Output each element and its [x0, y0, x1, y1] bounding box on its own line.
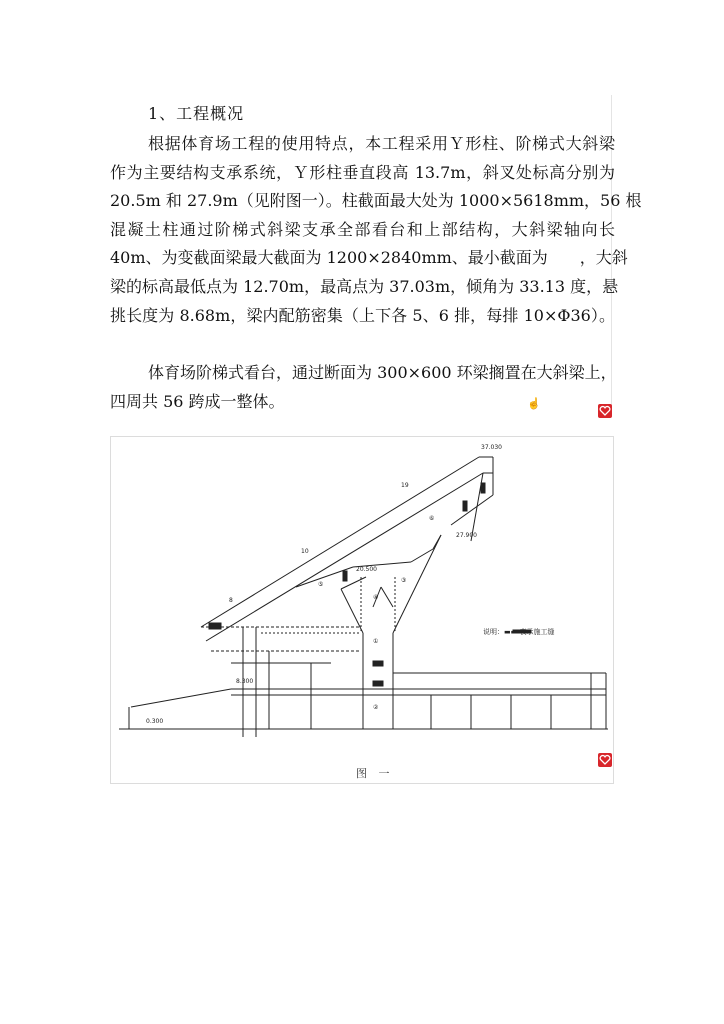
- paragraph-project-overview: [110, 130, 642, 330]
- marker-label: ③: [401, 577, 407, 584]
- marker-label: ①: [373, 638, 379, 645]
- favorite-badge-icon[interactable]: [598, 404, 612, 418]
- elevation-label: 37.030: [481, 444, 502, 451]
- elevation-label: 8.300: [236, 678, 254, 685]
- section-drawing: [111, 437, 613, 783]
- main-beam-bottom: [206, 473, 483, 641]
- text-line: 挑长度为 8.68m，梁内配筋密集（上下各 5、6 排，每排 10×Φ36）。: [110, 305, 615, 325]
- favorite-badge-icon[interactable]: [598, 753, 612, 767]
- length-label: 10: [301, 548, 309, 555]
- text-line: 40m、为变截面梁最大截面为 1200×2840mm、最小截面为 ，大斜: [110, 248, 628, 268]
- text-line: 根据体育场工程的使用特点，本工程采用Ｙ形柱、阶梯式大斜梁: [148, 134, 615, 153]
- elevation-label: 0.300: [146, 718, 164, 725]
- figure-caption: 图 一: [356, 767, 394, 780]
- figure-legend: 说明：▬▬ 表示施工缝: [483, 628, 555, 636]
- length-label: 8: [229, 597, 233, 604]
- elevation-label: 27.900: [456, 532, 477, 539]
- structure-drawing-figure: [110, 436, 614, 784]
- text-line: 20.5m 和 27.9m（见附图一）。柱截面最大处为 1000×5618mm，56 根: [110, 191, 642, 211]
- elevation-label: 20.500: [356, 566, 377, 573]
- marker-label: ②: [373, 704, 379, 711]
- text-line: 四周共 56 跨成一整体。: [110, 391, 285, 411]
- length-label: 19: [401, 482, 409, 489]
- text-line: 体育场阶梯式看台，通过断面为 300×600 环梁搁置在大斜梁上，: [148, 363, 617, 382]
- text-line: 作为主要结构支承系统，Ｙ形柱垂直段高 13.7m，斜叉处标高分别为: [110, 162, 615, 182]
- marker-label: ⑤: [318, 581, 324, 588]
- marker-label: ④: [373, 594, 379, 601]
- text-line: 混凝土柱通过阶梯式斜梁支承全部看台和上部结构，大斜梁轴向长: [110, 219, 615, 239]
- hand-cursor-icon: ☝: [527, 397, 541, 410]
- text-line: 梁的标高最低点为 12.70m，最高点为 37.03m，倾角为 33.13 度，悬: [110, 276, 619, 296]
- section-heading: 1、工程概况: [148, 104, 245, 123]
- marker-label: ⑥: [429, 515, 435, 522]
